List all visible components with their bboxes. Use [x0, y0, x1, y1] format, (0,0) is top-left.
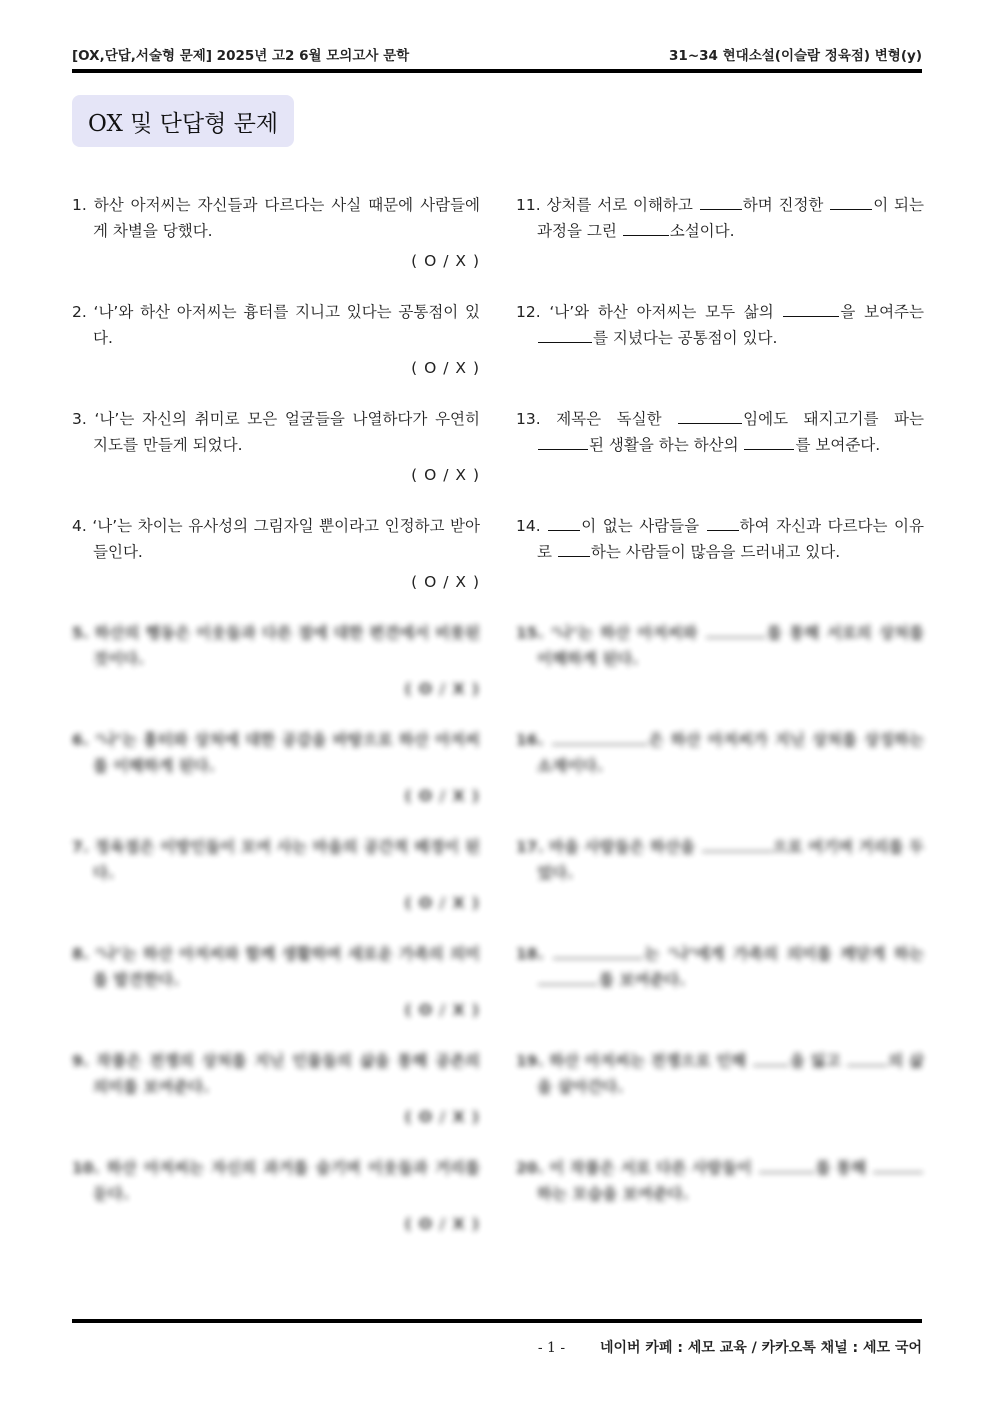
answer-blank — [744, 433, 794, 450]
ox-answer-mark: ( O / X ) — [411, 359, 480, 377]
answer-blank — [847, 1049, 887, 1066]
question-text: 15. ‘나’는 하산 아저씨와 를 통해 서로의 상처를 이해하게 된다. — [516, 620, 924, 672]
answer-blank — [702, 835, 772, 852]
footer-text: 네이버 카페 : 세모 교육 / 카카오톡 채널 : 세모 국어 — [599, 1340, 922, 1356]
short-answer-question — [516, 1048, 924, 1100]
question-text: 14. 이 없는 사람들을 하여 자신과 다르다는 이유로 하는 사람들이 많음을 드러내고 있다. — [516, 513, 924, 565]
page-number: - 1 - — [537, 1340, 566, 1356]
answer-blank — [707, 514, 739, 531]
answer-blank — [678, 407, 742, 424]
question-text: 7. 정육점은 이방인들이 모여 사는 마을의 공간적 배경이 된다. — [72, 838, 480, 882]
short-answer-question — [516, 1155, 924, 1207]
answer-blank — [548, 514, 580, 531]
header-rule — [72, 69, 922, 73]
answer-blank — [553, 942, 643, 959]
question-text: 13. 제목은 독실한 임에도 돼지고기를 파는 된 생활을 하는 하산의 를 보여준다. — [516, 406, 924, 458]
ox-answer-mark: ( O / X ) — [404, 1215, 480, 1233]
ox-question — [72, 727, 480, 809]
question-text: 2. ‘나’와 하산 아저씨는 흉터를 지니고 있다는 공통점이 있다. — [72, 303, 480, 347]
question-text: 18. 는 ‘나’에게 가족의 의미를 깨닫게 하는 를 보여준다. — [516, 941, 924, 993]
answer-blank — [552, 728, 648, 745]
short-answer-question — [516, 299, 924, 351]
ox-question — [72, 941, 480, 1023]
question-text: 6. ‘나’는 흉터와 상처에 대한 공감을 바탕으로 하산 아저씨를 이해하게 된다. — [72, 731, 480, 775]
answer-blank — [783, 300, 839, 317]
ox-question — [72, 1155, 480, 1237]
answer-blank — [759, 1156, 815, 1173]
ox-question — [72, 406, 480, 488]
page-footer — [538, 1337, 922, 1357]
ox-question — [72, 1048, 480, 1130]
ox-answer-mark: ( O / X ) — [404, 1108, 480, 1126]
short-answer-question — [516, 406, 924, 458]
question-text: 11. 상처를 서로 이해하고 하며 진정한 이 되는 과정을 그린 소설이다. — [516, 192, 924, 244]
short-answer-question — [516, 620, 924, 672]
answer-blank — [558, 540, 590, 557]
question-text: 4. ‘나’는 차이는 유사성의 그림자일 뿐이라고 인정하고 받아들인다. — [72, 517, 480, 561]
page-header — [72, 42, 922, 64]
question-text: 19. 하산 아저씨는 전쟁으로 인해 을 잃고 의 삶을 살아간다. — [516, 1048, 924, 1100]
answer-blank — [538, 433, 588, 450]
short-answer-question — [516, 834, 924, 886]
answer-blank — [706, 621, 766, 638]
ox-answer-mark: ( O / X ) — [411, 573, 480, 591]
footer-rule — [72, 1319, 922, 1323]
question-text: 20. 이 작품은 서로 다른 사람들이 를 통해 하는 모습을 보여준다. — [516, 1155, 924, 1207]
ox-answer-mark: ( O / X ) — [404, 1001, 480, 1019]
ox-answer-mark: ( O / X ) — [404, 894, 480, 912]
ox-question — [72, 513, 480, 595]
question-text: 5. 하산의 행동은 이웃들과 다른 점에 대한 편견에서 비롯된 것이다. — [72, 624, 480, 668]
ox-question — [72, 834, 480, 916]
question-text: 9. 작품은 전쟁의 상처를 지닌 인물들의 삶을 통해 공존의 의미를 보여준다. — [72, 1052, 480, 1096]
short-answer-question — [516, 727, 924, 779]
answer-blank — [623, 219, 669, 236]
answer-blank — [873, 1156, 923, 1173]
answer-blank — [830, 193, 872, 210]
short-answer-question — [516, 192, 924, 244]
answer-blank — [538, 326, 592, 343]
question-text: 17. 마을 사람들은 하산을 으로 여기며 거리를 두었다. — [516, 834, 924, 886]
answer-blank — [700, 193, 742, 210]
answer-blank — [538, 968, 598, 985]
ox-answer-mark: ( O / X ) — [404, 680, 480, 698]
header-title: [OX,단답,서술형 문제] 2025년 고2 6월 모의고사 문학 — [72, 48, 410, 64]
question-text: 12. ‘나’와 하산 아저씨는 모두 삶의 을 보여주는 를 지녔다는 공통점이 있다. — [516, 299, 924, 351]
ox-answer-mark: ( O / X ) — [411, 466, 480, 484]
ox-answer-mark: ( O / X ) — [404, 787, 480, 805]
question-text: 16. 은 하산 아저씨가 지닌 상처를 상징하는 소재이다. — [516, 727, 924, 779]
short-answer-question — [516, 513, 924, 565]
question-text: 1. 하산 아저씨는 자신들과 다르다는 사실 때문에 사람들에게 차별을 당했다. — [72, 196, 480, 240]
ox-question — [72, 620, 480, 702]
question-text: 10. 하산 아저씨는 자신의 과거를 숨기며 이웃들과 거리를 둔다. — [72, 1159, 480, 1203]
ox-question — [72, 299, 480, 381]
question-text: 8. ‘나’는 하산 아저씨와 함께 생활하며 새로운 가족의 의미를 발견한다. — [72, 945, 480, 989]
ox-question — [72, 192, 480, 274]
ox-answer-mark: ( O / X ) — [411, 252, 480, 270]
header-subtitle: 31~34 현대소설(이슬람 정육점) 변형(y) — [669, 48, 922, 64]
short-answer-question — [516, 941, 924, 993]
section-title: OX 및 단답형 문제 — [72, 95, 294, 147]
answer-blank — [753, 1049, 789, 1066]
question-text: 3. ‘나’는 자신의 취미로 모은 얼굴들을 나열하다가 우연히 지도를 만들게 되었다. — [72, 410, 480, 454]
